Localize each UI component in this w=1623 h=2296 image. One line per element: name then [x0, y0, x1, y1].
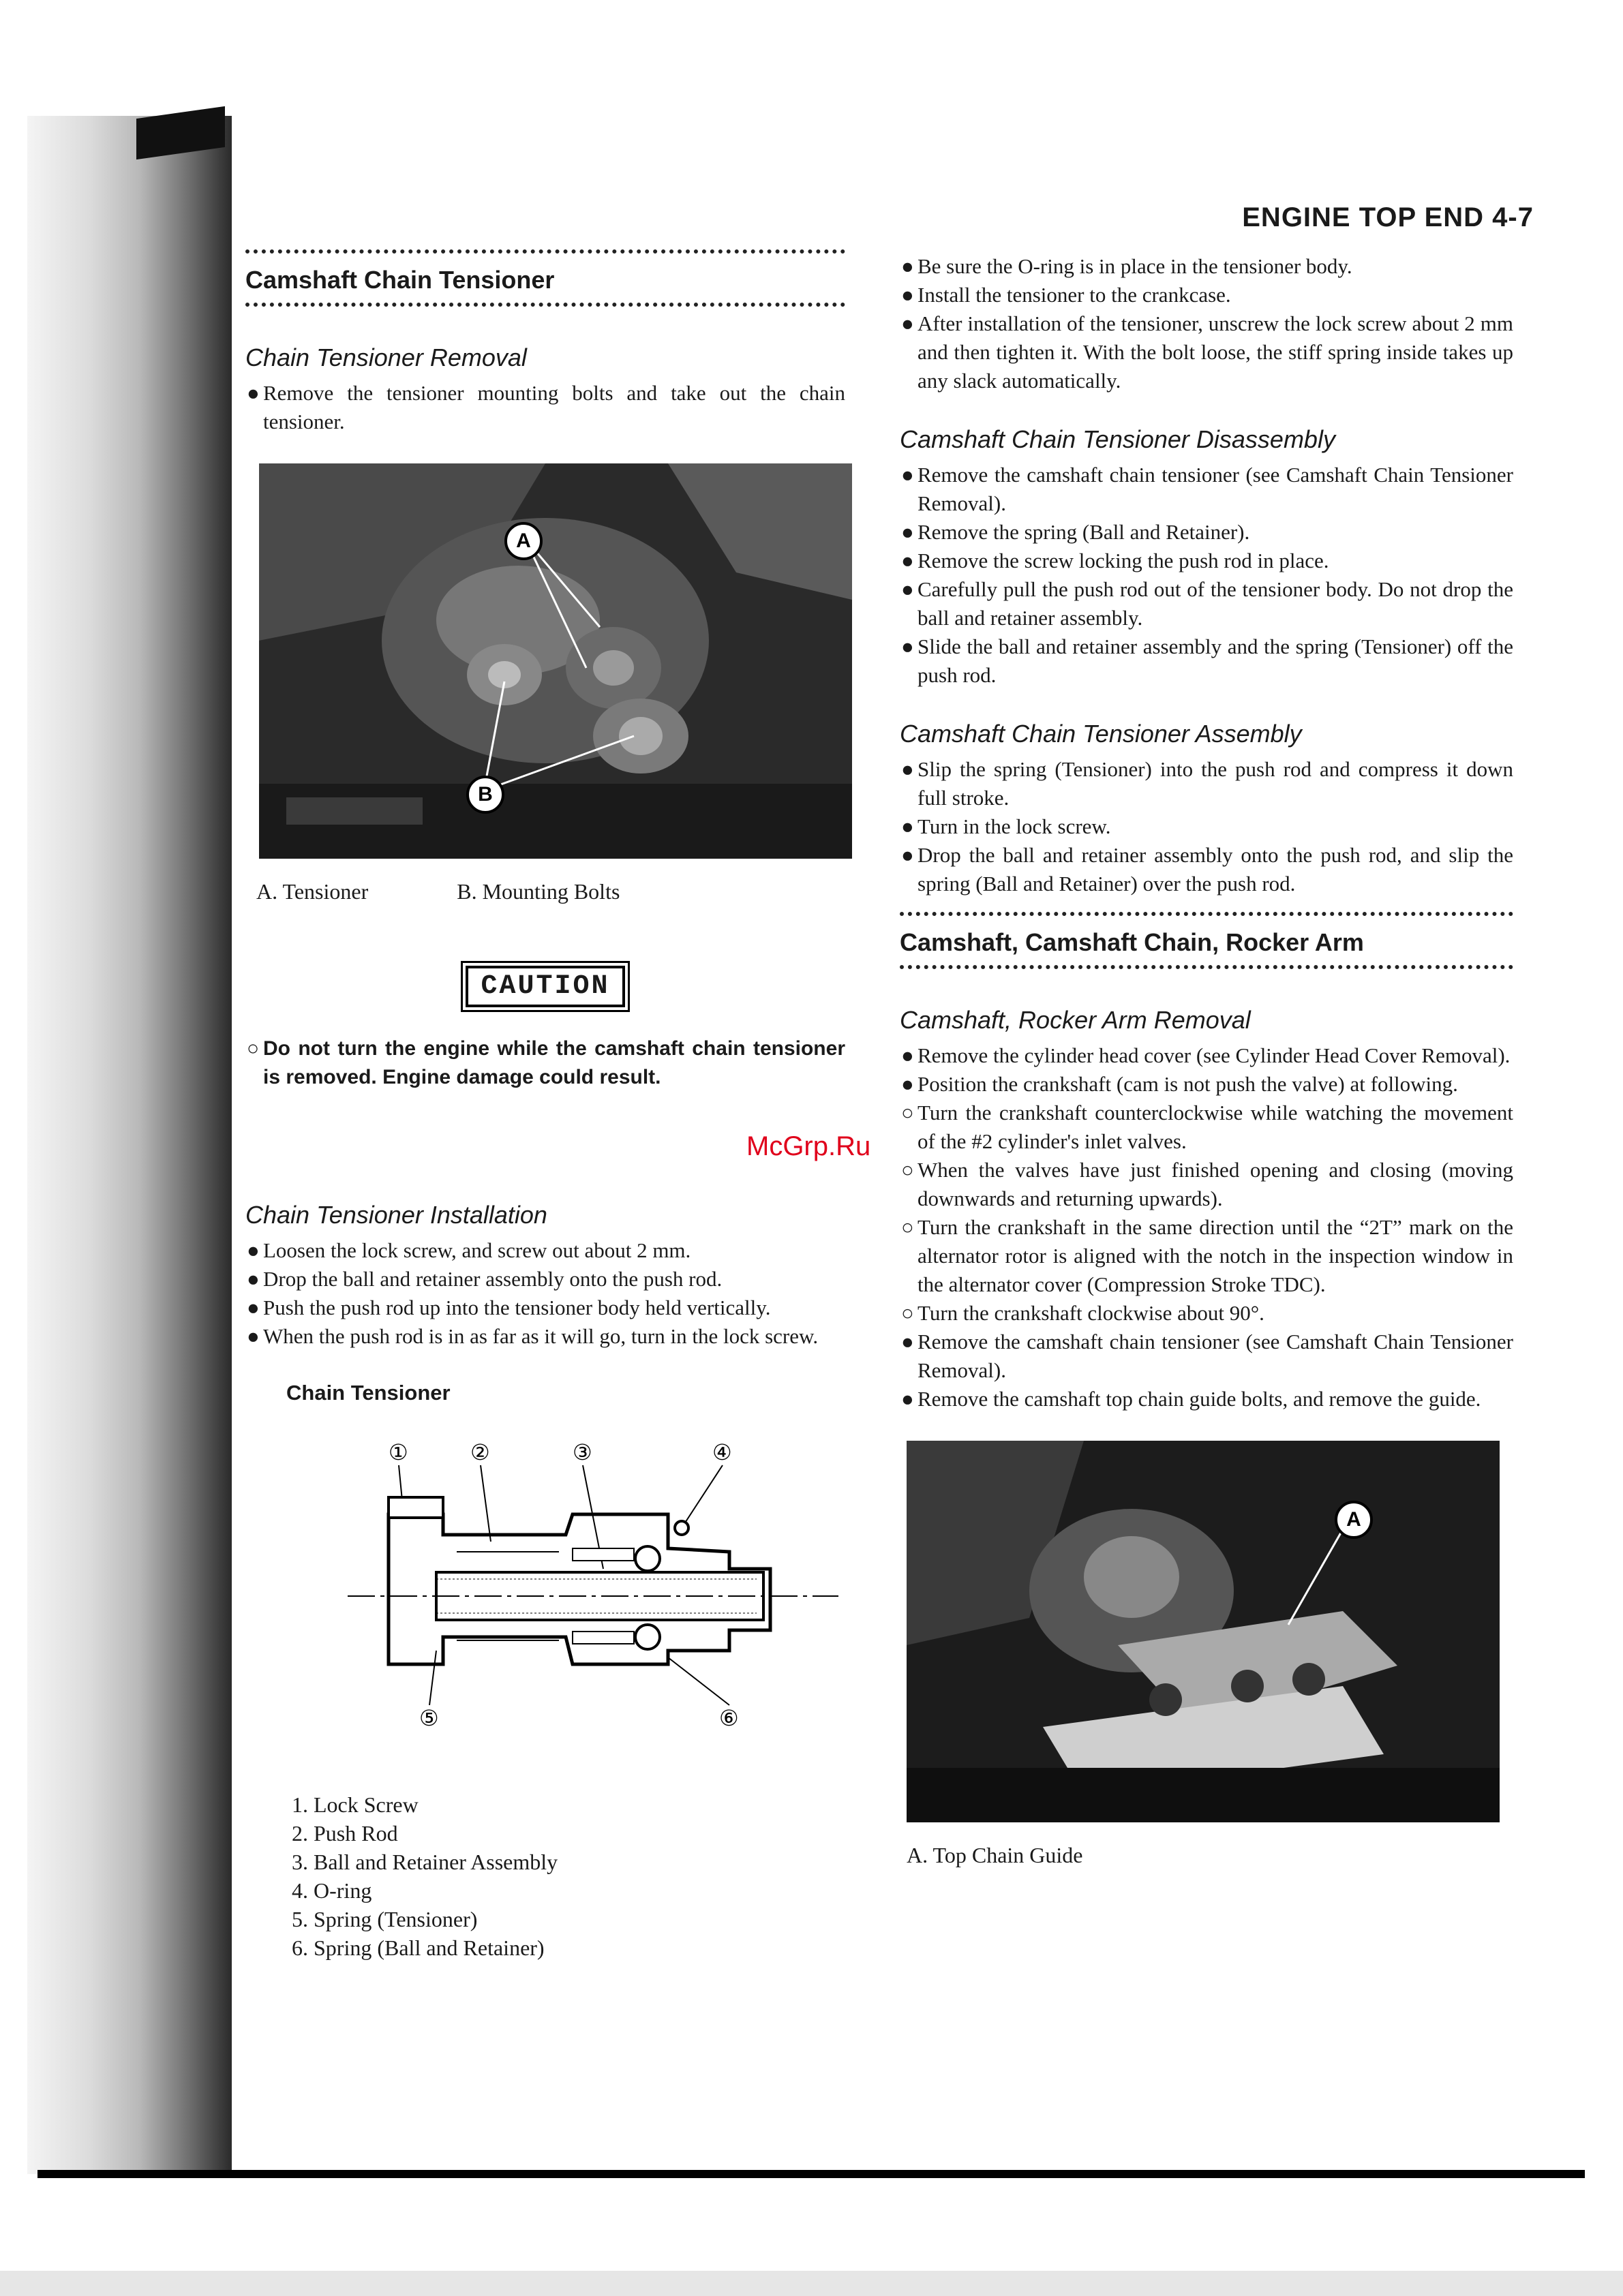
section-title-tensioner: Camshaft Chain Tensioner: [245, 266, 555, 294]
tensioner-cross-section: [348, 1433, 838, 1746]
bottom-rule: [37, 2170, 1585, 2178]
disassembly-step: ● Remove the screw locking the push rod in place.: [901, 549, 1329, 572]
top-chain-guide-photo-art: [907, 1441, 1500, 1822]
dotted-rule: [245, 249, 845, 260]
caption-a: A. Top Chain Guide: [907, 1843, 1083, 1867]
diagram-label-2: ②: [470, 1439, 490, 1465]
caution-block: [245, 966, 845, 1007]
subsection-title-rocker: Camshaft, Rocker Arm Removal: [900, 1006, 1251, 1034]
scan-margin: [0, 2271, 1623, 2296]
legend-item: 3. Ball and Retainer Assembly: [314, 1848, 845, 1876]
subsection-title-disassembly: Camshaft Chain Tensioner Disassembly: [900, 425, 1335, 453]
photo-caption: [245, 879, 845, 904]
rocker-step: ○ Turn the crankshaft in the same direction until the “2T” mark on the alternator rotor is aligned with the notch in the inspection window in the alternator cover (Compression Stroke TDC).: [901, 1215, 1513, 1296]
subsection-title-installation: Chain Tensioner Installation: [245, 1201, 547, 1229]
top-chain-guide-photo: [907, 1441, 1500, 1822]
assembly-step: ● Slip the spring (Tensioner) into the push rod and compress it down full stroke.: [901, 757, 1513, 810]
callout-a: A: [1335, 1501, 1373, 1539]
diagram-title: Chain Tensioner: [286, 1381, 451, 1405]
diagram-label-5: ⑤: [419, 1705, 439, 1731]
callout-a: A: [504, 522, 543, 560]
photo-caption: [900, 1843, 1513, 1868]
left-column: [245, 245, 845, 1962]
rocker-step: ○ When the valves have just finished opening and closing (moving downwards and returning upwards).: [901, 1158, 1513, 1210]
assembly-step: ● Turn in the lock screw.: [901, 814, 1111, 838]
legend-item: 5. Spring (Tensioner): [314, 1905, 845, 1933]
diagram-legend: [245, 1790, 845, 1962]
subsection-title-assembly: Camshaft Chain Tensioner Assembly: [900, 720, 1302, 748]
legend-item: 2. Push Rod: [314, 1819, 845, 1848]
right-column: [900, 252, 1513, 1868]
page-header: ENGINE TOP END 4-7: [1242, 202, 1534, 232]
callout-b: B: [466, 776, 504, 814]
caution-label: CAUTION: [466, 966, 624, 1007]
disassembly-step: ● Remove the camshaft chain tensioner (see Camshaft Chain Tensioner Removal).: [901, 463, 1513, 515]
diagram-label-1: ①: [389, 1439, 408, 1465]
dotted-rule: [900, 912, 1513, 923]
rocker-step: ● Remove the camshaft chain tensioner (see Camshaft Chain Tensioner Removal).: [901, 1330, 1513, 1382]
dotted-rule: [245, 303, 845, 313]
section-title-camshaft: Camshaft, Camshaft Chain, Rocker Arm: [900, 928, 1364, 956]
rocker-step: ● Remove the camshaft top chain guide bolts, and remove the guide.: [901, 1387, 1481, 1411]
disassembly-step: ● Carefully pull the push rod out of the tensioner body. Do not drop the ball and retainer assembly.: [901, 577, 1513, 630]
intro-step: ● After installation of the tensioner, unscrew the lock screw about 2 mm and then tighten it. With the bolt loose, the stiff spring inside takes up any slack automatically.: [901, 311, 1513, 393]
legend-item: 4. O-ring: [314, 1876, 845, 1905]
rocker-step: ● Position the crankshaft (cam is not push the valve) at following.: [901, 1072, 1458, 1096]
rocker-step: ○ Turn the crankshaft counterclockwise while watching the movement of the #2 cylinder's inlet valves.: [901, 1101, 1513, 1153]
disassembly-step: ● Slide the ball and retainer assembly and the spring (Tensioner) off the push rod.: [901, 634, 1513, 687]
caution-text: ○ Do not turn the engine while the camshaft chain tensioner is removed. Engine damage could result.: [247, 1037, 845, 1088]
caption-a: A. Tensioner: [256, 879, 369, 904]
disassembly-step: ● Remove the spring (Ball and Retainer).: [901, 520, 1250, 544]
legend-item: 1. Lock Screw: [314, 1790, 845, 1819]
diagram-label-6: ⑥: [719, 1705, 739, 1731]
legend-item: 6. Spring (Ball and Retainer): [314, 1933, 845, 1962]
intro-step: ● Install the tensioner to the crankcase.: [901, 283, 1231, 307]
diagram-label-4: ④: [712, 1439, 732, 1465]
installation-step: ● Loosen the lock screw, and screw out about 2 mm.: [247, 1238, 691, 1262]
rocker-step: ○ Turn the crankshaft clockwise about 90°.: [901, 1301, 1264, 1325]
removal-step: ● Remove the tensioner mounting bolts and take out the chain tensioner.: [247, 381, 845, 433]
rocker-step: ● Remove the cylinder head cover (see Cylinder Head Cover Removal).: [901, 1043, 1511, 1067]
dotted-rule: [900, 965, 1513, 976]
tensioner-diagram: [348, 1433, 845, 1749]
tensioner-photo: [259, 463, 852, 859]
installation-step: ● Push the push rod up into the tensioner body held vertically.: [247, 1296, 771, 1319]
installation-step: ● Drop the ball and retainer assembly onto the push rod.: [247, 1267, 723, 1291]
tensioner-photo-art: [259, 463, 852, 859]
watermark: McGrp.Ru: [746, 1131, 871, 1161]
book-binding-shadow: [27, 116, 232, 2174]
caption-b: B. Mounting Bolts: [457, 879, 620, 904]
subsection-title-removal: Chain Tensioner Removal: [245, 343, 527, 371]
installation-step: ● When the push rod is in as far as it will go, turn in the lock screw.: [247, 1324, 819, 1348]
diagram-label-3: ③: [573, 1439, 592, 1465]
assembly-step: ● Drop the ball and retainer assembly onto the push rod, and slip the spring (Ball and Retainer) over the push rod.: [901, 843, 1513, 896]
intro-step: ● Be sure the O-ring is in place in the tensioner body.: [901, 254, 1352, 278]
